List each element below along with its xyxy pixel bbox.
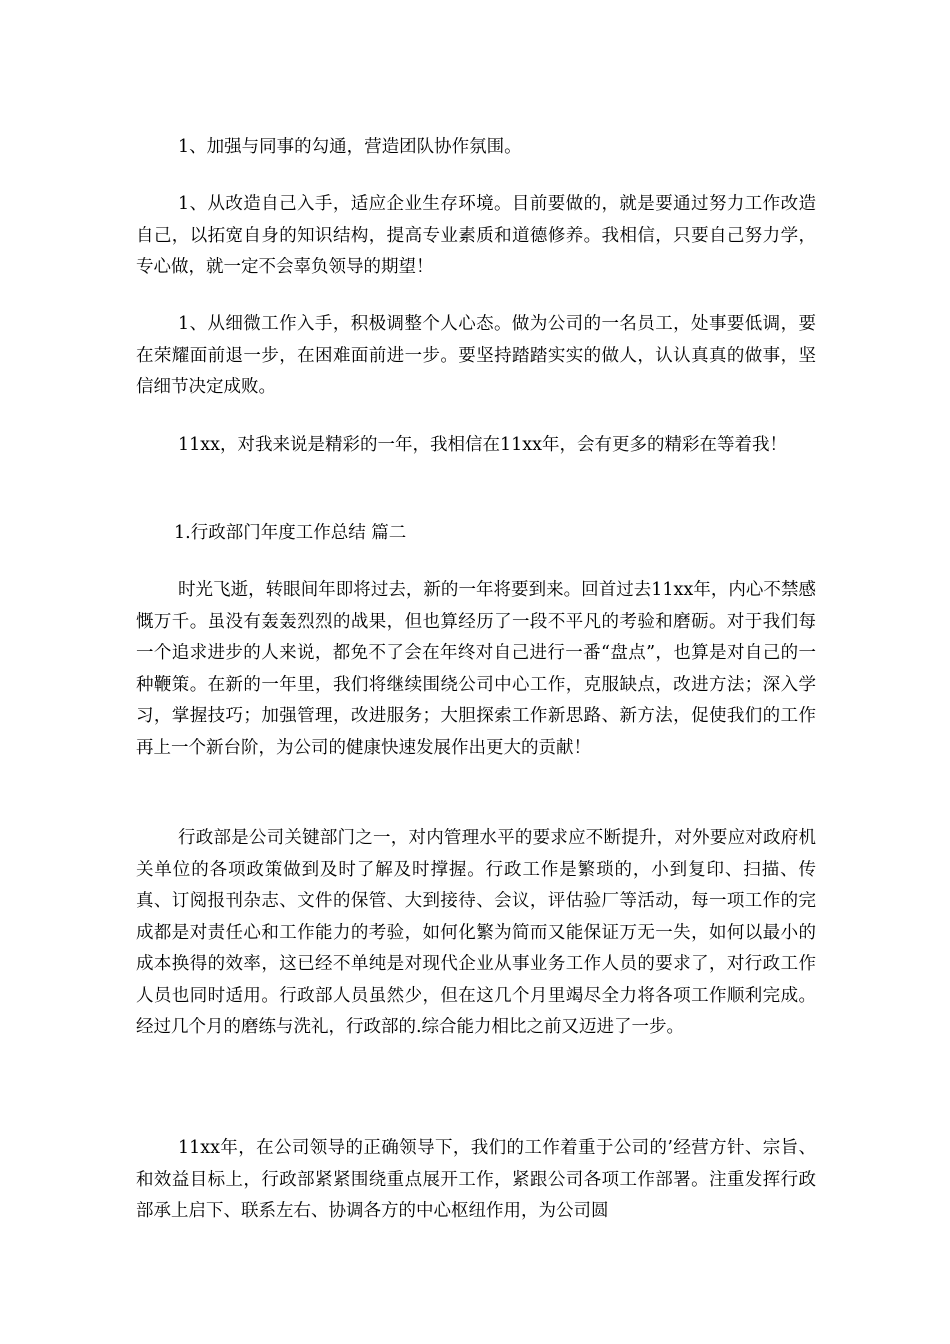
paragraph-3: 1、从细微工作入手，积极调整个人心态。做为公司的一名员工，处事要低调，要在荣耀面前退一步，在困难面前进一步。要坚持踏踏实实的做人，认认真真的做事，坚信细节决定成败。	[136, 314, 816, 397]
paragraph-2: 1、从改造自己入手，适应企业生存环境。目前要做的，就是要通过努力工作改造自己，以拓宽自身的知识结构，提高专业素质和道德修养。我相信，只要自己努力学，专心做，就一定不会辜负领导的期望！	[136, 194, 816, 277]
body-paragraph-2: 行政部是公司关键部门之一，对内管理水平的要求应不断提升，对外要应对政府机关单位的各项政策做到及时了解及时撑握。行政工作是繁琐的，小到复印、扫描、传真、订阅报刊杂志、文件的保管、大到接待、会议，评估验厂等活动，每一项工作的完成都是对责任心和工作能力的考验，如何化繁为简而又能保证万无一失，如何以最小的成本换得的效率，这已经不单纯是对现代企业从事业务工作人员的要求了，对行政工作人员也同时适用。行政部人员虽然少，但在这几个月里竭尽全力将各项工作顺利完成。经过几个月的磨练与洗礼，行政部的.综合能力相比之前又迈进了一步。	[136, 828, 816, 1037]
paragraph-4: 11xx，对我来说是精彩的一年，我相信在11xx年，会有更多的精彩在等着我！	[178, 435, 788, 455]
body-paragraph-3: 11xx年，在公司领导的正确领导下，我们的工作着重于公司的’经营方针、宗旨、和效益目标上，行政部紧紧围绕重点展开工作，紧跟公司各项工作部署。注重发挥行政部承上启下、联系左右、协调各方的中心枢纽作用，为公司圆	[136, 1138, 816, 1221]
paragraph-1: 1、加强与同事的勾通，营造团队协作氛围。	[178, 137, 522, 157]
body-paragraph-1: 时光飞逝，转眼间年即将过去，新的一年将要到来。回首过去11xx年，内心不禁感慨万千。虽没有轰轰烈烈的战果，但也算经历了一段不平凡的考验和磨砺。对于我们每一个追求进步的人来说，都免不了会在年终对自己进行一番“盘点”，也算是对自己的一种鞭策。在新的一年里，我们将继续围绕公司中心工作，克服缺点，改进方法；深入学习，掌握技巧；加强管理，改进服务；大胆探索工作新思路、新方法，促使我们的工作再上一个新台阶，为公司的健康快速发展作出更大的贡献！	[136, 580, 816, 758]
section-heading: 1.行政部门年度工作总结 篇二	[174, 523, 407, 543]
